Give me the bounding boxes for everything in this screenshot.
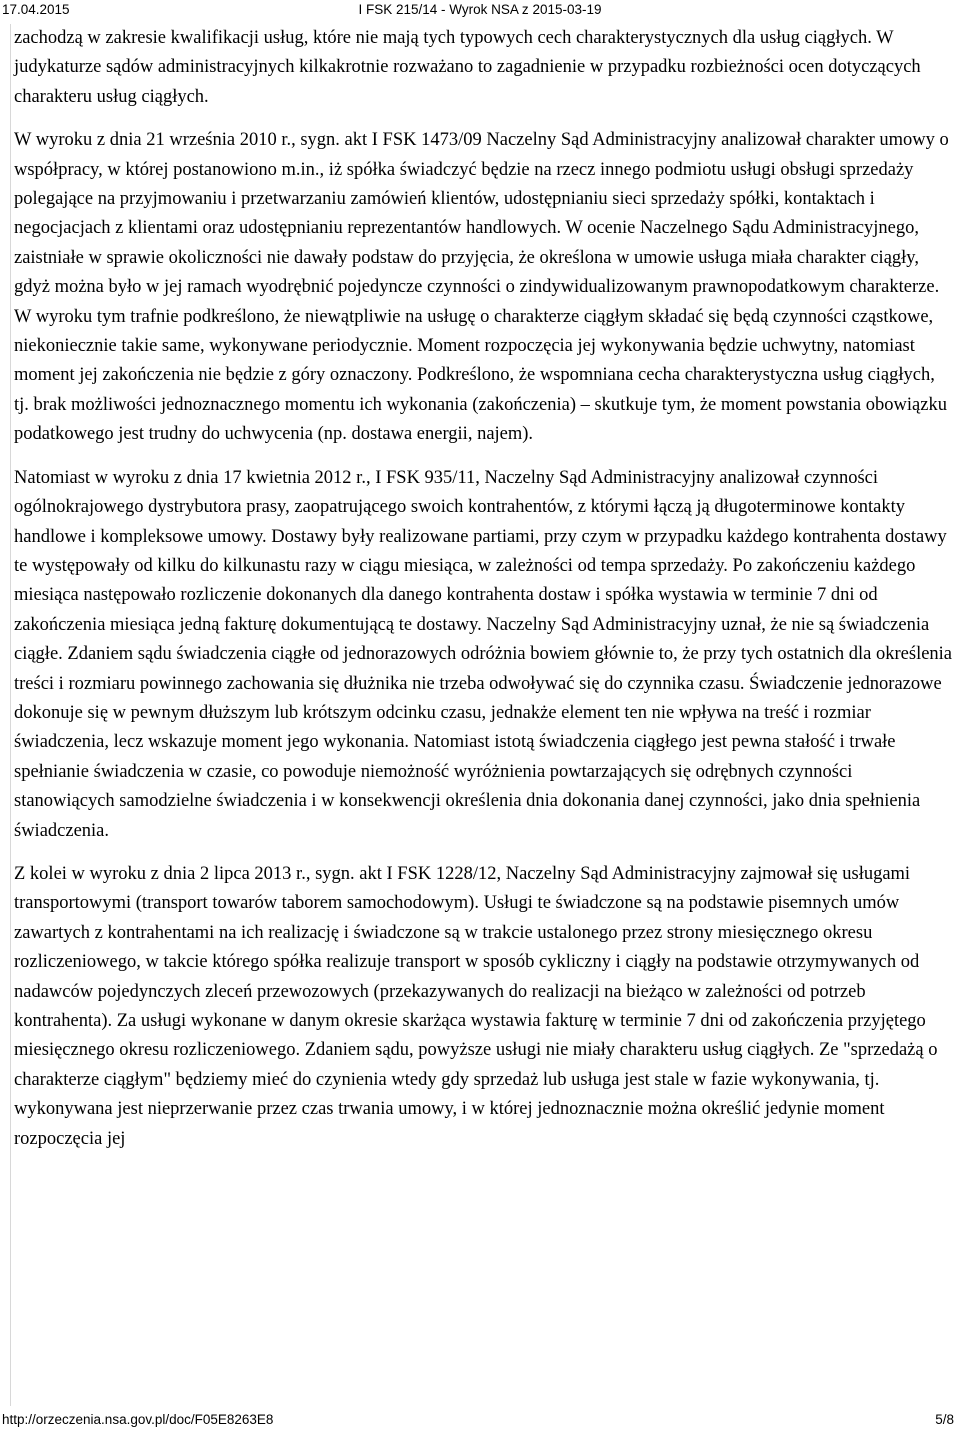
- paragraph: Natomiast w wyroku z dnia 17 kwietnia 2012 r., I FSK 935/11, Naczelny Sąd Administracyjny analizował czynności ogólnokrajowego dystrybutora prasy, zaopatrującego swoich kontrahentów, z którymi łączą ją długoterminowe kontakty handlowe i kompleksowe umowy. Dostawy były realizowane partiami, przy czym w przypadku każdego kontrahenta dostawy te występowały od kilku do kilkunastu razy w ciągu miesiąca, w zależności od tempa sprzedaży. Po zakończeniu każdego miesiąca następowało rozliczenie dokonanych dla danego kontrahenta dostaw i spółka wystawia w terminie 7 dni od zakończenia miesiąca jedną fakturę dokumentującą te dostawy. Naczelny Sąd Administracyjny uznał, że nie są świadczenia ciągłe. Zdaniem sądu świadczenia ciągłe od jednorazowych odróżnia bowiem głównie to, że przy tych ostatnich dla określenia treści i rozmiaru powinnego zachowania się dłużnika nie trzeba odwoływać się do czynnika czasu. Świadczenie jednorazowe dokonuje się w pewnym dłuższym lub krótszym odcinku czasu, jednakże element ten nie wpływa na treść i rozmiar świadczenia, lecz wskazuje moment jego wykonania. Natomiast istotą świadczenia ciągłego jest pewna stałość i trwałe spełnianie świadczenia w czasie, co powoduje niemożność wyróżnienia powtarzających się odrębnych czynności stanowiących samodzielne świadczenia i w konsekwencji określenia dnia dokonania danej czynności, jako dnia spełnienia świadczenia.: [14, 467, 953, 841]
- document-title: I FSK 215/14 - Wyrok NSA z 2015-03-19: [358, 2, 602, 17]
- source-url: http://orzeczenia.nsa.gov.pl/doc/F05E8263E8: [2, 1412, 274, 1427]
- paragraph: W wyroku z dnia 21 września 2010 r., sygn. akt I FSK 1473/09 Naczelny Sąd Administracyjny analizował charakter umowy o współpracy, w której postanowiono m.in., iż spółka świadczyć będzie na rzecz innego podmiotu usługi obsługi sprzedaży polegające na przyjmowaniu i przetwarzaniu zamówień klientów, udostępnianiu sieci sprzedaży spółki, kontaktach i negocjacjach z klientami oraz udostępnianiu reprezentantów handlowych. W ocenie Naczelnego Sądu Administracyjnego, zaistniałe w sprawie okoliczności nie dawały podstaw do przyjęcia, że określona w umowie usługa miała charakter ciągły, gdyż można było w jej ramach wyodrębnić pojedyncze czynności o zindywidualizowanym prawnopodatkowym charakterze. W wyroku tym trafnie podkreślono, że niewątpliwie na usługę o charakterze ciągłym składać się będą czynności cząstkowe, niekoniecznie takie same, wykonywane periodycznie. Moment rozpoczęcia jej wykonywania będzie uchwytny, natomiast moment jej zakończenia nie będzie z góry oznaczony. Podkreślono, że wspomniana cecha charakterystyczna usług ciągłych, tj. brak możliwości jednoznacznego momentu ich wykonania (zakończenia) – skutkuje tym, że moment powstania obowiązku podatkowego jest trudny do uchwycenia (np. dostawa energii, najem).: [14, 130, 949, 445]
- paragraph: zachodzą w zakresie kwalifikacji usług, które nie mają tych typowych cech charakterystycznych dla usług ciągłych. W judykaturze sądów administracyjnych kilkakrotnie rozważano to zagadnienie w przypadku rozbieżności ocen dotyczących charakteru usług ciągłych.: [14, 28, 921, 107]
- print-footer: [0, 1410, 960, 1430]
- page-number: 5/8: [935, 1412, 954, 1427]
- print-header: [0, 0, 960, 20]
- paragraph: Z kolei w wyroku z dnia 2 lipca 2013 r., sygn. akt I FSK 1228/12, Naczelny Sąd Administracyjny zajmował się usługami transportowymi (transport towarów taborem samochodowym). Usługi te świadczone są na podstawie pisemnych umów zawartych z kontrahentami na ich realizację i świadczone są w trakcie ustalonego przez strony miesięcznego okresu rozliczeniowego, w takcie którego spółka realizuje transport w sposób cykliczny i ciągły na podstawie otrzymywanych od nadawców pojedynczych zleceń przewozowych (przekazywanych do realizacji na bieżąco w zależności od potrzeb kontrahenta). Za usługi wykonane w danym okresie skarżąca wystawia fakturę w terminie 7 dni od zakończenia przyjętego miesięcznego okresu rozliczeniowego. Zdaniem sądu, powyższe usługi nie miały charakteru usług ciągłych. Ze "sprzedażą o charakterze ciągłym" będziemy mieć do czynienia wtedy gdy sprzedaż lub usługa jest stale w fazie wykonywania, tj. wykonywana jest nieprzerwanie przez czas trwania umowy, i w której jednoznacznie można określić jedynie moment rozpoczęcia jej: [14, 863, 938, 1149]
- print-date: 17.04.2015: [2, 2, 70, 17]
- judgment-text: [10, 24, 954, 1406]
